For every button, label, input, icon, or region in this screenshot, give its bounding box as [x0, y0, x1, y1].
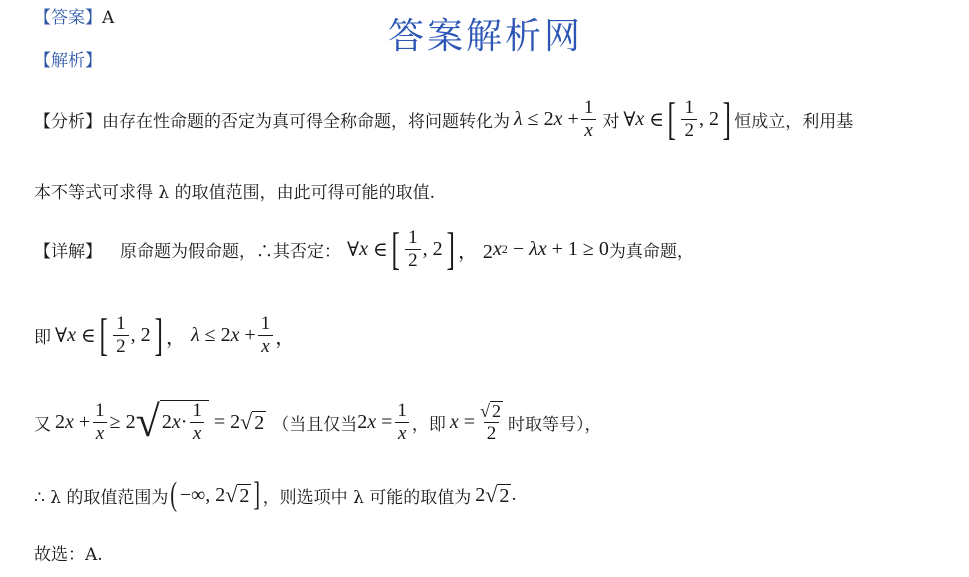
detail-tag-label: 【详解】 [34, 241, 102, 262]
detail-line-3: 又 2 x + $\frac{1}{x}$ ≥ 2 √ 2 x · $\frac{1}{x}$ = 2 √ 2 （当且仅当 2 x = $\frac{1}{x}$ ，即 x = √ 2 2 时取等号）， [34, 397, 602, 446]
analysis-tag-label: 【分析】 [34, 111, 102, 132]
detail-line-2: 即 ∀ x ∈ [ $\frac{1}{2}$ , 2 ] ， λ ≤ 2 x + $\frac{1}{x}$ ， [34, 309, 296, 360]
answer-value: A [102, 8, 115, 28]
analysis-line-2: 本不等式可求得 λ 的取值范围，由此可得可能的取值. [34, 183, 435, 203]
conclusion: 故选：A. [34, 545, 103, 565]
answer-tag: 【答案】A [34, 8, 115, 28]
analysis-line-1: 【分析】 由存在性命题的否定为真可得全称命题，将问题转化为 λ ≤ 2 x + $\frac{1}{x}$ 对 ∀ x ∈ [ $\frac{1}{2}$ , 2 ] 恒成立，利用基 [34, 93, 854, 144]
detail-line-4: ∴ λ 的取值范围为 ( −∞, 2 √ 2 ] ，则选项中 λ 可能的取值为 2 √ 2 . [34, 476, 517, 513]
watermark-title: 答案解析网 [388, 16, 584, 57]
detail-line-1: 【详解】 原命题为假命题，∴其否定： ∀ x ∈ [ $\frac{1}{2}$ , 2 ] ， 2 x 2 − λx + 1 ≥ 0 为真命题， [34, 223, 694, 274]
analysis-tag: 【解析】 [34, 51, 102, 71]
